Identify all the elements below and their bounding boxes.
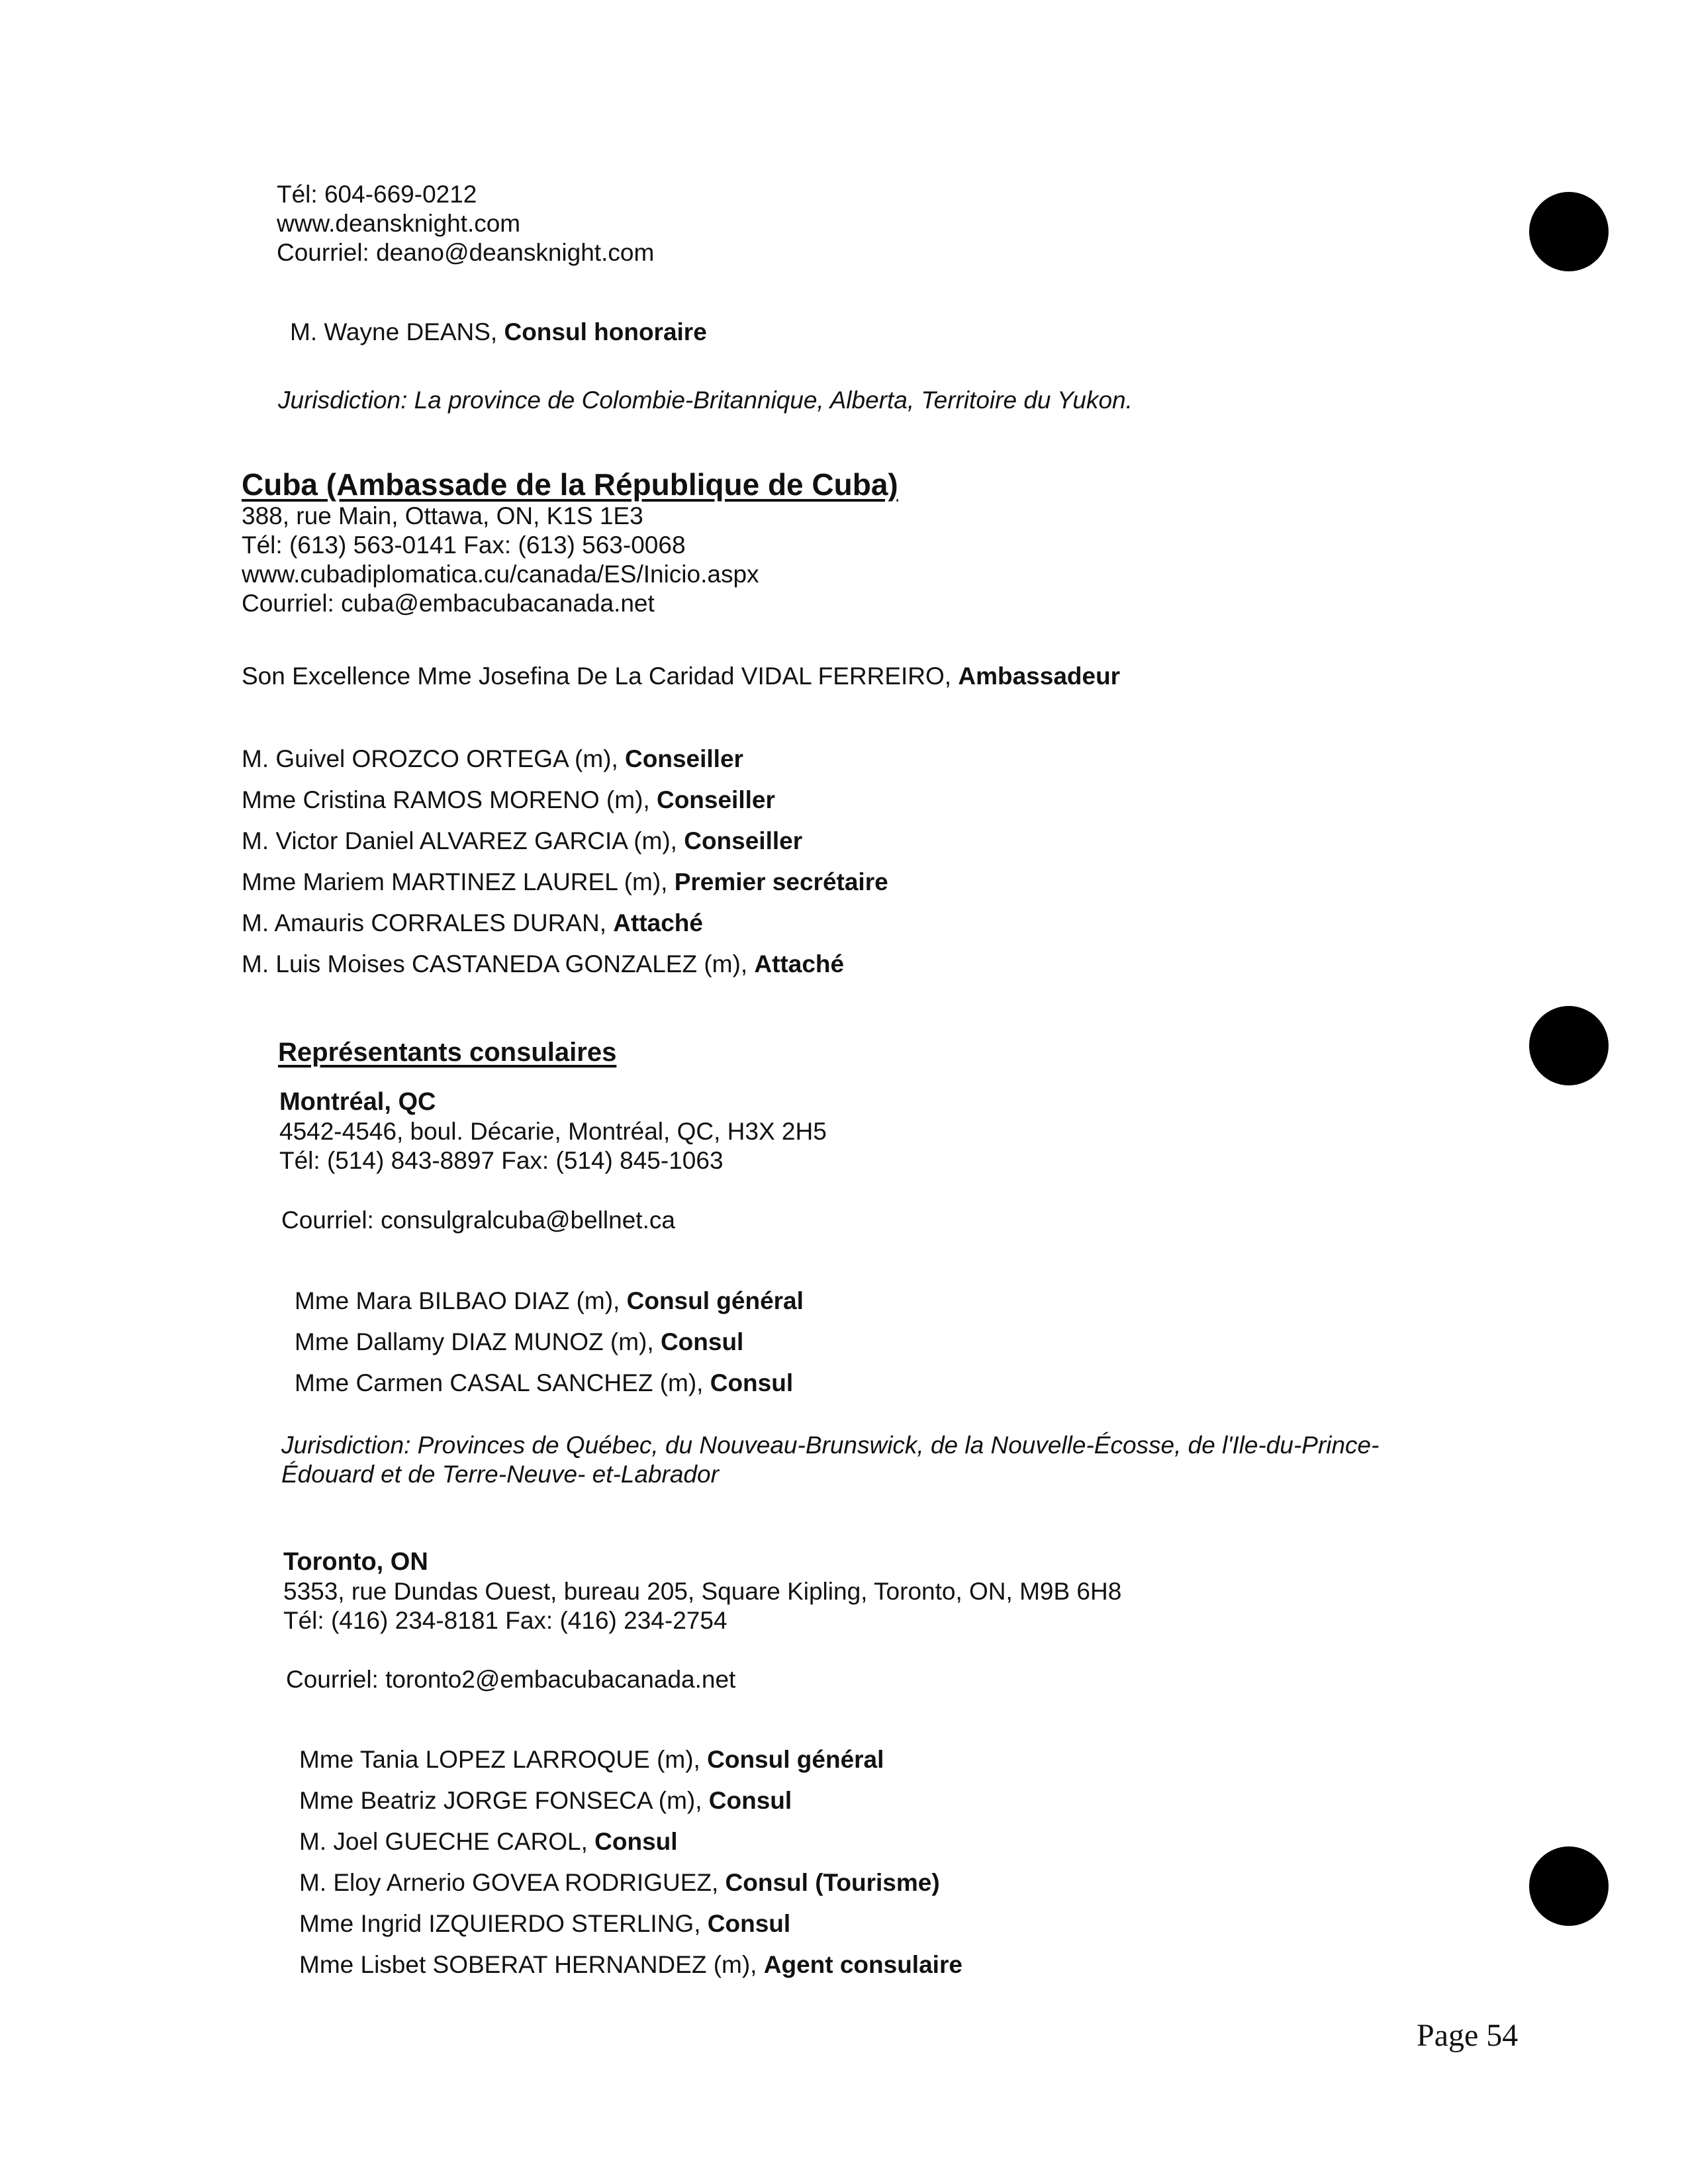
punch-hole-top	[1529, 192, 1609, 271]
staff-entry	[242, 944, 888, 985]
address-line: 4542-4546, boul. Décarie, Montréal, QC, H3X 2H5	[279, 1118, 827, 1145]
staff-entry	[299, 1821, 962, 1862]
top-contact-block	[277, 180, 654, 267]
staff-entry	[299, 1739, 962, 1780]
person-name: Mme Beatriz JORGE FONSECA (m),	[299, 1787, 709, 1814]
person-title: Consul honoraire	[504, 318, 707, 345]
person-name: M. Eloy Arnerio GOVEA RODRIGUEZ,	[299, 1869, 726, 1896]
staff-entry	[295, 1281, 804, 1322]
person-title: Attaché	[754, 950, 845, 978]
jurisdiction-line: Jurisdiction: Provinces de Québec, du Nouveau-Brunswick, de la Nouvelle-Écosse, de l'Ile-du-Prince-	[281, 1432, 1380, 1459]
person-name: Mme Carmen CASAL SANCHEZ (m),	[295, 1369, 710, 1396]
staff-entry	[242, 739, 888, 780]
person-title: Ambassadeur	[958, 662, 1121, 690]
montreal-jurisdiction-note	[281, 1431, 1379, 1489]
page-number: Page 54	[1417, 2018, 1519, 2053]
ambassador-entry	[242, 662, 1120, 691]
website-link[interactable]: www.cubadiplomatica.cu/canada/ES/Inicio.aspx	[242, 561, 759, 588]
person-title: Conseiller	[625, 745, 743, 772]
person-title: Consul général	[707, 1746, 884, 1773]
tel-fax-line: Tél: (416) 234-8181 Fax: (416) 234-2754	[283, 1607, 727, 1634]
person-title: Consul (Tourisme)	[725, 1869, 940, 1896]
staff-entry	[295, 1322, 804, 1363]
email-line[interactable]: Courriel: toronto2@embacubacanada.net	[286, 1666, 736, 1693]
staff-entry	[295, 1363, 804, 1404]
person-name: Son Excellence Mme Josefina De La Caridad VIDAL FERREIRO,	[242, 662, 959, 690]
email-line[interactable]: Courriel: consulgralcuba@bellnet.ca	[281, 1206, 675, 1234]
person-name: Mme Dallamy DIAZ MUNOZ (m),	[295, 1328, 661, 1355]
website-link[interactable]: www.deansknight.com	[277, 210, 521, 237]
staff-entry	[299, 1903, 962, 1944]
punch-hole-middle	[1529, 1006, 1609, 1085]
tel-fax-line: Tél: (514) 843-8897 Fax: (514) 845-1063	[279, 1147, 724, 1174]
embassy-contact-block	[242, 502, 759, 618]
person-title: Premier secrétaire	[674, 868, 888, 895]
toronto-staff-list	[299, 1739, 962, 1985]
honorary-consul-entry	[290, 318, 707, 347]
person-name: M. Amauris CORRALES DURAN,	[242, 909, 614, 936]
person-name: M. Victor Daniel ALVAREZ GARCIA (m),	[242, 827, 684, 854]
person-name: Mme Mariem MARTINEZ LAUREL (m),	[242, 868, 675, 895]
montreal-contact-block	[279, 1117, 827, 1175]
staff-entry	[242, 821, 888, 862]
staff-entry	[299, 1780, 962, 1821]
staff-entry	[299, 1862, 962, 1903]
toronto-contact-block	[283, 1577, 1121, 1635]
person-name: M. Guivel OROZCO ORTEGA (m),	[242, 745, 626, 772]
person-name: M. Wayne DEANS,	[290, 318, 504, 345]
embassy-heading: Cuba (Ambassade de la République de Cuba)	[242, 467, 898, 502]
person-name: Mme Ingrid IZQUIERDO STERLING,	[299, 1910, 708, 1937]
person-name: M. Luis Moises CASTANEDA GONZALEZ (m),	[242, 950, 755, 978]
person-title: Consul général	[626, 1287, 804, 1314]
staff-entry	[242, 780, 888, 821]
person-name: Mme Tania LOPEZ LARROQUE (m),	[299, 1746, 708, 1773]
staff-entry	[242, 862, 888, 903]
email-line[interactable]: Courriel: deano@deansknight.com	[277, 239, 655, 266]
address-line: 5353, rue Dundas Ouest, bureau 205, Square Kipling, Toronto, ON, M9B 6H8	[283, 1578, 1122, 1605]
embassy-staff-list	[242, 739, 888, 985]
person-title: Agent consulaire	[763, 1951, 962, 1978]
toronto-city-heading: Toronto, ON	[283, 1548, 428, 1576]
person-title: Attaché	[613, 909, 703, 936]
punch-hole-bottom	[1529, 1846, 1609, 1926]
email-line[interactable]: Courriel: cuba@embacubacanada.net	[242, 590, 655, 617]
person-title: Conseiller	[656, 786, 775, 813]
person-name: Mme Mara BILBAO DIAZ (m),	[295, 1287, 627, 1314]
jurisdiction-line: Édouard et de Terre-Neuve- et-Labrador	[281, 1461, 719, 1488]
person-title: Consul	[660, 1328, 744, 1355]
jurisdiction-note: Jurisdiction: La province de Colombie-Britannique, Alberta, Territoire du Yukon.	[278, 387, 1133, 414]
person-title: Consul	[707, 1910, 791, 1937]
tel-fax-line: Tél: (613) 563-0141 Fax: (613) 563-0068	[242, 531, 686, 559]
person-name: Mme Lisbet SOBERAT HERNANDEZ (m),	[299, 1951, 764, 1978]
person-title: Consul	[708, 1787, 792, 1814]
staff-entry	[299, 1944, 962, 1985]
address-line: 388, rue Main, Ottawa, ON, K1S 1E3	[242, 502, 643, 529]
person-title: Consul	[594, 1828, 678, 1855]
montreal-staff-list	[295, 1281, 804, 1404]
montreal-city-heading: Montréal, QC	[279, 1088, 436, 1116]
person-title: Conseiller	[684, 827, 803, 854]
staff-entry	[242, 903, 888, 944]
tel-line: Tél: 604-669-0212	[277, 181, 477, 208]
consular-heading: Représentants consulaires	[278, 1038, 617, 1067]
person-name: M. Joel GUECHE CAROL,	[299, 1828, 595, 1855]
person-title: Consul	[710, 1369, 794, 1396]
person-name: Mme Cristina RAMOS MORENO (m),	[242, 786, 657, 813]
